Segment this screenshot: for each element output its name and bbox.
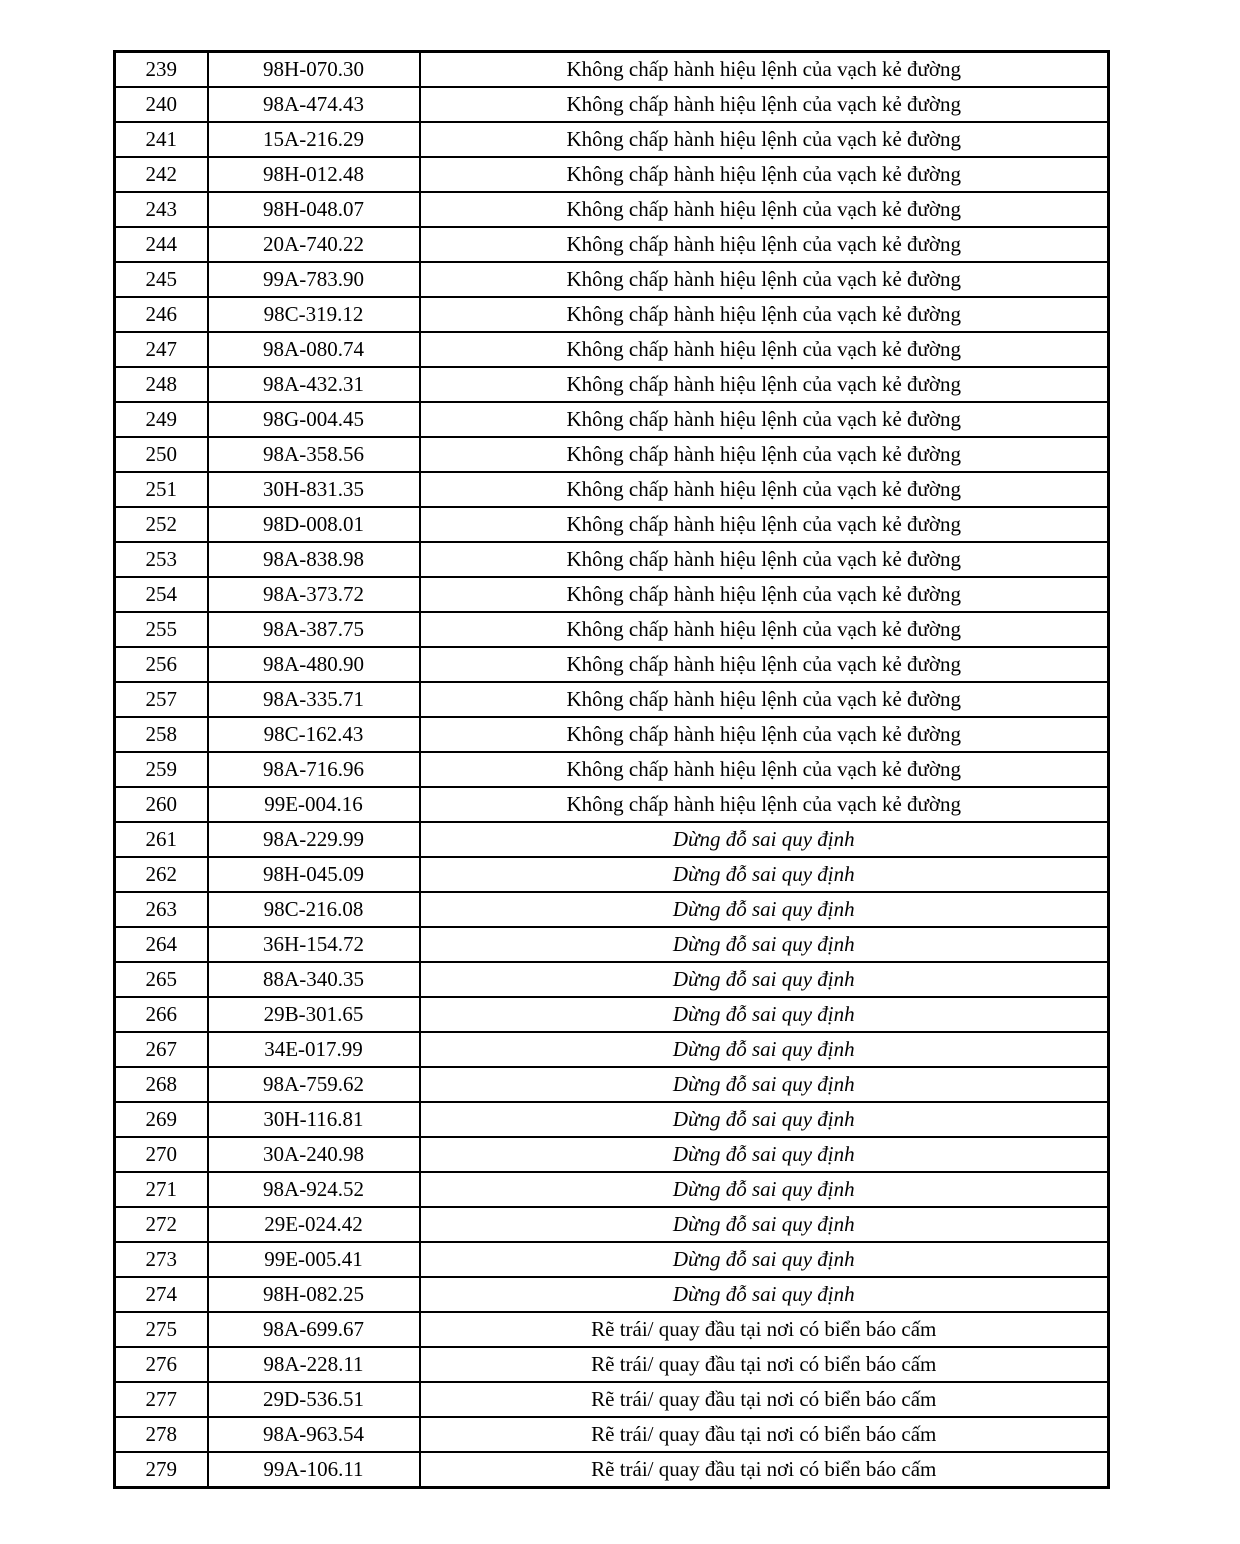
row-number-cell: 279 [115,1452,208,1488]
row-number-cell: 261 [115,822,208,857]
violation-cell: Dừng đỗ sai quy định [420,1102,1109,1137]
violation-cell: Dừng đỗ sai quy định [420,857,1109,892]
table-row [115,332,1109,367]
table-row [115,682,1109,717]
violation-cell: Không chấp hành hiệu lệnh của vạch kẻ đường [420,52,1109,88]
row-number-cell: 240 [115,87,208,122]
violation-table [113,50,1110,1489]
row-number-cell: 241 [115,122,208,157]
table-row [115,157,1109,192]
license-plate-cell: 98A-963.54 [208,1417,420,1452]
license-plate-cell: 30H-831.35 [208,472,420,507]
table-row [115,1242,1109,1277]
violation-cell: Không chấp hành hiệu lệnh của vạch kẻ đường [420,682,1109,717]
violation-cell: Rẽ trái/ quay đầu tại nơi có biển báo cấm [420,1417,1109,1452]
table-row [115,892,1109,927]
violation-cell: Dừng đỗ sai quy định [420,1137,1109,1172]
table-row [115,752,1109,787]
license-plate-cell: 30A-240.98 [208,1137,420,1172]
license-plate-cell: 88A-340.35 [208,962,420,997]
license-plate-cell: 29D-536.51 [208,1382,420,1417]
license-plate-cell: 99A-106.11 [208,1452,420,1488]
violation-cell: Rẽ trái/ quay đầu tại nơi có biển báo cấm [420,1382,1109,1417]
license-plate-cell: 98C-162.43 [208,717,420,752]
license-plate-cell: 98H-070.30 [208,52,420,88]
violation-cell: Dừng đỗ sai quy định [420,1277,1109,1312]
license-plate-cell: 98A-229.99 [208,822,420,857]
table-row [115,507,1109,542]
license-plate-cell: 98A-699.67 [208,1312,420,1347]
row-number-cell: 252 [115,507,208,542]
license-plate-cell: 98A-358.56 [208,437,420,472]
violation-cell: Không chấp hành hiệu lệnh của vạch kẻ đường [420,157,1109,192]
violation-cell: Không chấp hành hiệu lệnh của vạch kẻ đường [420,507,1109,542]
row-number-cell: 247 [115,332,208,367]
violation-cell: Dừng đỗ sai quy định [420,1032,1109,1067]
row-number-cell: 256 [115,647,208,682]
row-number-cell: 267 [115,1032,208,1067]
table-row [115,577,1109,612]
table-row [115,437,1109,472]
row-number-cell: 253 [115,542,208,577]
violation-cell: Dừng đỗ sai quy định [420,927,1109,962]
violation-cell: Không chấp hành hiệu lệnh của vạch kẻ đường [420,612,1109,647]
table-row [115,1172,1109,1207]
license-plate-cell: 98A-838.98 [208,542,420,577]
row-number-cell: 249 [115,402,208,437]
violation-cell: Không chấp hành hiệu lệnh của vạch kẻ đường [420,297,1109,332]
table-row [115,962,1109,997]
violation-cell: Không chấp hành hiệu lệnh của vạch kẻ đường [420,752,1109,787]
license-plate-cell: 30H-116.81 [208,1102,420,1137]
row-number-cell: 262 [115,857,208,892]
table-row [115,1032,1109,1067]
table-row [115,1137,1109,1172]
license-plate-cell: 98H-012.48 [208,157,420,192]
row-number-cell: 243 [115,192,208,227]
row-number-cell: 263 [115,892,208,927]
table-row [115,1417,1109,1452]
violation-cell: Không chấp hành hiệu lệnh của vạch kẻ đường [420,367,1109,402]
license-plate-cell: 20A-740.22 [208,227,420,262]
table-row [115,1207,1109,1242]
table-row [115,997,1109,1032]
row-number-cell: 269 [115,1102,208,1137]
table-row [115,1347,1109,1382]
row-number-cell: 266 [115,997,208,1032]
violation-cell: Không chấp hành hiệu lệnh của vạch kẻ đường [420,787,1109,822]
row-number-cell: 265 [115,962,208,997]
table-row [115,192,1109,227]
violation-cell: Dừng đỗ sai quy định [420,1067,1109,1102]
table-row [115,787,1109,822]
table-row [115,1277,1109,1312]
license-plate-cell: 15A-216.29 [208,122,420,157]
row-number-cell: 278 [115,1417,208,1452]
table-row [115,857,1109,892]
table-row [115,927,1109,962]
license-plate-cell: 99E-005.41 [208,1242,420,1277]
row-number-cell: 275 [115,1312,208,1347]
row-number-cell: 276 [115,1347,208,1382]
license-plate-cell: 98A-716.96 [208,752,420,787]
license-plate-cell: 98D-008.01 [208,507,420,542]
license-plate-cell: 98C-319.12 [208,297,420,332]
table-row [115,367,1109,402]
license-plate-cell: 36H-154.72 [208,927,420,962]
table-row [115,122,1109,157]
violation-cell: Không chấp hành hiệu lệnh của vạch kẻ đường [420,647,1109,682]
violation-cell: Không chấp hành hiệu lệnh của vạch kẻ đường [420,122,1109,157]
violation-cell: Dừng đỗ sai quy định [420,1242,1109,1277]
violation-cell: Không chấp hành hiệu lệnh của vạch kẻ đường [420,472,1109,507]
table-row [115,717,1109,752]
violation-cell: Không chấp hành hiệu lệnh của vạch kẻ đường [420,717,1109,752]
license-plate-cell: 98A-335.71 [208,682,420,717]
row-number-cell: 260 [115,787,208,822]
violation-table-body [115,52,1109,1488]
violation-cell: Dừng đỗ sai quy định [420,997,1109,1032]
row-number-cell: 272 [115,1207,208,1242]
violation-cell: Dừng đỗ sai quy định [420,962,1109,997]
row-number-cell: 274 [115,1277,208,1312]
row-number-cell: 268 [115,1067,208,1102]
violation-cell: Không chấp hành hiệu lệnh của vạch kẻ đường [420,577,1109,612]
license-plate-cell: 98A-373.72 [208,577,420,612]
license-plate-cell: 98A-480.90 [208,647,420,682]
table-row [115,612,1109,647]
license-plate-cell: 99A-783.90 [208,262,420,297]
license-plate-cell: 29E-024.42 [208,1207,420,1242]
row-number-cell: 264 [115,927,208,962]
row-number-cell: 239 [115,52,208,88]
license-plate-cell: 98C-216.08 [208,892,420,927]
violation-cell: Rẽ trái/ quay đầu tại nơi có biển báo cấm [420,1312,1109,1347]
row-number-cell: 245 [115,262,208,297]
license-plate-cell: 98A-759.62 [208,1067,420,1102]
table-row [115,472,1109,507]
violation-cell: Dừng đỗ sai quy định [420,822,1109,857]
table-row [115,1452,1109,1488]
table-row [115,1382,1109,1417]
license-plate-cell: 98A-432.31 [208,367,420,402]
license-plate-cell: 29B-301.65 [208,997,420,1032]
violation-cell: Không chấp hành hiệu lệnh của vạch kẻ đường [420,227,1109,262]
row-number-cell: 250 [115,437,208,472]
table-row [115,1312,1109,1347]
table-row [115,402,1109,437]
violation-cell: Rẽ trái/ quay đầu tại nơi có biển báo cấm [420,1452,1109,1488]
license-plate-cell: 98A-924.52 [208,1172,420,1207]
license-plate-cell: 34E-017.99 [208,1032,420,1067]
table-row [115,822,1109,857]
violation-cell: Dừng đỗ sai quy định [420,892,1109,927]
table-row [115,297,1109,332]
row-number-cell: 246 [115,297,208,332]
violation-cell: Không chấp hành hiệu lệnh của vạch kẻ đường [420,332,1109,367]
row-number-cell: 273 [115,1242,208,1277]
license-plate-cell: 98H-048.07 [208,192,420,227]
row-number-cell: 277 [115,1382,208,1417]
table-row [115,647,1109,682]
table-row [115,227,1109,262]
table-row [115,1067,1109,1102]
license-plate-cell: 98G-004.45 [208,402,420,437]
license-plate-cell: 98H-082.25 [208,1277,420,1312]
violation-cell: Không chấp hành hiệu lệnh của vạch kẻ đường [420,437,1109,472]
row-number-cell: 255 [115,612,208,647]
violation-cell: Không chấp hành hiệu lệnh của vạch kẻ đường [420,262,1109,297]
license-plate-cell: 98H-045.09 [208,857,420,892]
table-row [115,52,1109,88]
violation-cell: Không chấp hành hiệu lệnh của vạch kẻ đường [420,192,1109,227]
violation-cell: Rẽ trái/ quay đầu tại nơi có biển báo cấm [420,1347,1109,1382]
license-plate-cell: 98A-474.43 [208,87,420,122]
row-number-cell: 254 [115,577,208,612]
row-number-cell: 259 [115,752,208,787]
row-number-cell: 251 [115,472,208,507]
table-row [115,87,1109,122]
row-number-cell: 257 [115,682,208,717]
violation-cell: Dừng đỗ sai quy định [420,1207,1109,1242]
table-row [115,542,1109,577]
license-plate-cell: 98A-228.11 [208,1347,420,1382]
row-number-cell: 244 [115,227,208,262]
row-number-cell: 258 [115,717,208,752]
violation-cell: Không chấp hành hiệu lệnh của vạch kẻ đường [420,87,1109,122]
violation-cell: Không chấp hành hiệu lệnh của vạch kẻ đường [420,402,1109,437]
row-number-cell: 242 [115,157,208,192]
table-row [115,1102,1109,1137]
license-plate-cell: 98A-387.75 [208,612,420,647]
license-plate-cell: 99E-004.16 [208,787,420,822]
violation-cell: Dừng đỗ sai quy định [420,1172,1109,1207]
violation-cell: Không chấp hành hiệu lệnh của vạch kẻ đường [420,542,1109,577]
row-number-cell: 270 [115,1137,208,1172]
row-number-cell: 271 [115,1172,208,1207]
row-number-cell: 248 [115,367,208,402]
table-row [115,262,1109,297]
license-plate-cell: 98A-080.74 [208,332,420,367]
